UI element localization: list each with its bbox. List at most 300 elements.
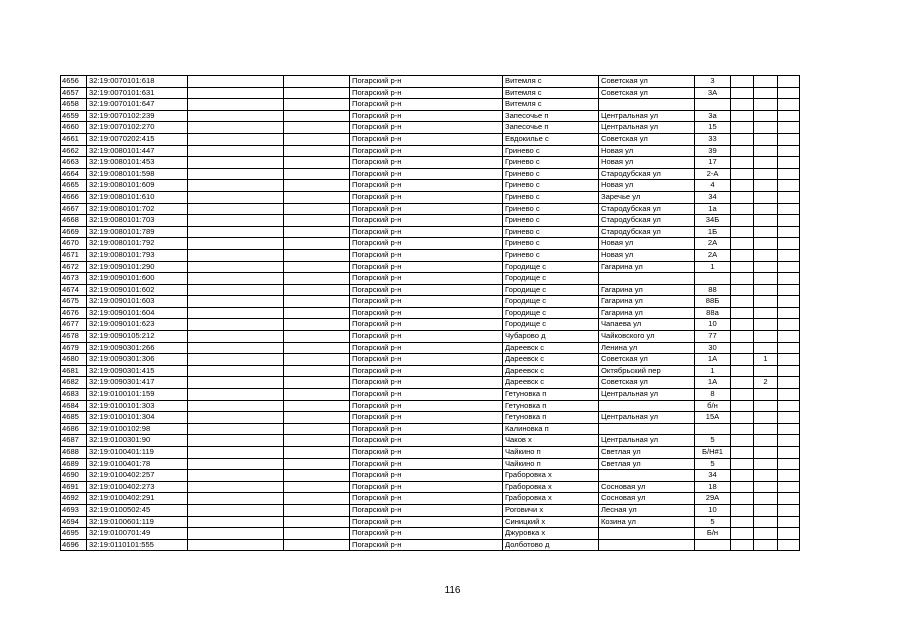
flat-number-cell	[754, 273, 778, 285]
district-cell: Погарский р-н	[350, 516, 503, 528]
empty-cell	[188, 539, 284, 551]
empty-cell	[284, 273, 350, 285]
street-cell	[599, 470, 695, 482]
empty-cell	[731, 389, 754, 401]
district-cell: Погарский р-н	[350, 504, 503, 516]
district-cell: Погарский р-н	[350, 470, 503, 482]
empty-cell	[778, 354, 800, 366]
empty-cell	[284, 539, 350, 551]
street-cell: Новая ул	[599, 145, 695, 157]
street-cell: Стародубская ул	[599, 226, 695, 238]
empty-cell	[284, 470, 350, 482]
empty-cell	[188, 284, 284, 296]
street-cell: Советская ул	[599, 133, 695, 145]
empty-cell	[731, 412, 754, 424]
district-cell: Погарский р-н	[350, 412, 503, 424]
empty-cell	[188, 180, 284, 192]
street-cell: Новая ул	[599, 157, 695, 169]
locality-cell: Дареевск с	[503, 365, 599, 377]
district-cell: Погарский р-н	[350, 249, 503, 261]
locality-cell: Гринево с	[503, 226, 599, 238]
empty-cell	[778, 389, 800, 401]
house-number-cell: 10	[695, 319, 731, 331]
house-number-cell: 1а	[695, 203, 731, 215]
cadastral-number-cell: 32:19:0070101:647	[87, 99, 188, 111]
empty-cell	[731, 435, 754, 447]
empty-cell	[731, 493, 754, 505]
flat-number-cell	[754, 87, 778, 99]
empty-cell	[731, 226, 754, 238]
flat-number-cell	[754, 458, 778, 470]
cadastral-number-cell: 32:19:0070202:415	[87, 133, 188, 145]
house-number-cell: Б/Н#1	[695, 447, 731, 459]
district-cell: Погарский р-н	[350, 157, 503, 169]
empty-cell	[284, 435, 350, 447]
flat-number-cell	[754, 261, 778, 273]
house-number-cell: 2-А	[695, 168, 731, 180]
flat-number-cell	[754, 76, 778, 88]
flat-number-cell	[754, 516, 778, 528]
empty-cell	[731, 76, 754, 88]
empty-cell	[284, 365, 350, 377]
locality-cell: Гринево с	[503, 203, 599, 215]
table-row	[61, 215, 800, 227]
table-row	[61, 481, 800, 493]
empty-cell	[284, 354, 350, 366]
empty-cell	[188, 447, 284, 459]
flat-number-cell	[754, 110, 778, 122]
locality-cell: Джуровка х	[503, 528, 599, 540]
district-cell: Погарский р-н	[350, 307, 503, 319]
table-row	[61, 458, 800, 470]
row-number-cell: 4694	[61, 516, 87, 528]
locality-cell: Витемля с	[503, 87, 599, 99]
flat-number-cell	[754, 145, 778, 157]
house-number-cell: 18	[695, 481, 731, 493]
empty-cell	[284, 157, 350, 169]
row-number-cell: 4691	[61, 481, 87, 493]
table-row	[61, 504, 800, 516]
house-number-cell: 8	[695, 389, 731, 401]
empty-cell	[284, 168, 350, 180]
empty-cell	[284, 423, 350, 435]
street-cell: Центральная ул	[599, 110, 695, 122]
flat-number-cell	[754, 296, 778, 308]
cadastral-number-cell: 32:19:0100101:159	[87, 389, 188, 401]
flat-number-cell	[754, 122, 778, 134]
row-number-cell: 4665	[61, 180, 87, 192]
street-cell: Центральная ул	[599, 122, 695, 134]
empty-cell	[778, 87, 800, 99]
empty-cell	[731, 215, 754, 227]
street-cell: Чайковского ул	[599, 331, 695, 343]
empty-cell	[778, 180, 800, 192]
row-number-cell: 4678	[61, 331, 87, 343]
empty-cell	[188, 261, 284, 273]
empty-cell	[284, 76, 350, 88]
flat-number-cell	[754, 493, 778, 505]
empty-cell	[284, 528, 350, 540]
locality-cell: Граборовка х	[503, 493, 599, 505]
house-number-cell: б/н	[695, 400, 731, 412]
table-row	[61, 307, 800, 319]
row-number-cell: 4690	[61, 470, 87, 482]
house-number-cell: 3а	[695, 110, 731, 122]
table-row	[61, 539, 800, 551]
district-cell: Погарский р-н	[350, 435, 503, 447]
empty-cell	[731, 447, 754, 459]
empty-cell	[284, 122, 350, 134]
empty-cell	[284, 504, 350, 516]
locality-cell: Городище с	[503, 307, 599, 319]
locality-cell: Дареевск с	[503, 342, 599, 354]
empty-cell	[284, 110, 350, 122]
empty-cell	[778, 470, 800, 482]
house-number-cell: 3	[695, 76, 731, 88]
table-row	[61, 203, 800, 215]
table-row	[61, 133, 800, 145]
table-row	[61, 377, 800, 389]
empty-cell	[778, 261, 800, 273]
house-number-cell: 88	[695, 284, 731, 296]
empty-cell	[284, 99, 350, 111]
empty-cell	[731, 423, 754, 435]
cadastral-number-cell: 32:19:0100101:303	[87, 400, 188, 412]
empty-cell	[778, 99, 800, 111]
row-number-cell: 4682	[61, 377, 87, 389]
empty-cell	[284, 342, 350, 354]
table-row	[61, 145, 800, 157]
empty-cell	[188, 342, 284, 354]
locality-cell: Чайкино п	[503, 447, 599, 459]
flat-number-cell	[754, 307, 778, 319]
house-number-cell: Б/н	[695, 528, 731, 540]
street-cell: Новая ул	[599, 180, 695, 192]
row-number-cell: 4659	[61, 110, 87, 122]
locality-cell: Гринево с	[503, 249, 599, 261]
empty-cell	[731, 87, 754, 99]
row-number-cell: 4688	[61, 447, 87, 459]
cadastral-number-cell: 32:19:0100402:273	[87, 481, 188, 493]
cadastral-number-cell: 32:19:0090301:306	[87, 354, 188, 366]
district-cell: Погарский р-н	[350, 168, 503, 180]
empty-cell	[188, 191, 284, 203]
row-number-cell: 4657	[61, 87, 87, 99]
cadastral-number-cell: 32:19:0090105:212	[87, 331, 188, 343]
empty-cell	[731, 470, 754, 482]
table-row	[61, 423, 800, 435]
cadastral-number-cell: 32:19:0100502:45	[87, 504, 188, 516]
empty-cell	[731, 400, 754, 412]
empty-cell	[188, 203, 284, 215]
district-cell: Погарский р-н	[350, 122, 503, 134]
cadastral-number-cell: 32:19:0100401:119	[87, 447, 188, 459]
district-cell: Погарский р-н	[350, 481, 503, 493]
empty-cell	[284, 447, 350, 459]
street-cell: Центральная ул	[599, 412, 695, 424]
district-cell: Погарский р-н	[350, 400, 503, 412]
empty-cell	[284, 284, 350, 296]
cadastral-number-cell: 32:19:0080101:789	[87, 226, 188, 238]
cadastral-number-cell: 32:19:0090101:603	[87, 296, 188, 308]
table-row	[61, 412, 800, 424]
empty-cell	[188, 87, 284, 99]
district-cell: Погарский р-н	[350, 238, 503, 250]
row-number-cell: 4661	[61, 133, 87, 145]
flat-number-cell	[754, 365, 778, 377]
locality-cell: Городище с	[503, 319, 599, 331]
empty-cell	[731, 122, 754, 134]
cadastral-number-cell: 32:19:0080101:793	[87, 249, 188, 261]
empty-cell	[778, 516, 800, 528]
table-row	[61, 110, 800, 122]
empty-cell	[778, 319, 800, 331]
street-cell: Заречье ул	[599, 191, 695, 203]
empty-cell	[188, 133, 284, 145]
empty-cell	[731, 238, 754, 250]
street-cell: Центральная ул	[599, 435, 695, 447]
empty-cell	[778, 157, 800, 169]
locality-cell: Дареевск с	[503, 377, 599, 389]
street-cell: Стародубская ул	[599, 168, 695, 180]
street-cell: Стародубская ул	[599, 215, 695, 227]
empty-cell	[284, 191, 350, 203]
street-cell: Гагарина ул	[599, 284, 695, 296]
empty-cell	[188, 470, 284, 482]
table-row	[61, 168, 800, 180]
row-number-cell: 4670	[61, 238, 87, 250]
flat-number-cell	[754, 423, 778, 435]
locality-cell: Чайкино п	[503, 458, 599, 470]
street-cell	[599, 99, 695, 111]
empty-cell	[731, 261, 754, 273]
house-number-cell: 17	[695, 157, 731, 169]
street-cell: Лесная ул	[599, 504, 695, 516]
empty-cell	[778, 412, 800, 424]
district-cell: Погарский р-н	[350, 76, 503, 88]
locality-cell: Граборовка х	[503, 470, 599, 482]
empty-cell	[284, 319, 350, 331]
house-number-cell	[695, 539, 731, 551]
empty-cell	[284, 145, 350, 157]
cadastral-number-cell: 32:19:0100102:98	[87, 423, 188, 435]
cadastral-number-cell: 32:19:0080101:447	[87, 145, 188, 157]
empty-cell	[284, 238, 350, 250]
empty-cell	[731, 249, 754, 261]
table-row	[61, 435, 800, 447]
locality-cell: Городище с	[503, 261, 599, 273]
empty-cell	[731, 516, 754, 528]
locality-cell: Гринево с	[503, 168, 599, 180]
cadastral-number-cell: 32:19:0070102:270	[87, 122, 188, 134]
empty-cell	[778, 528, 800, 540]
cadastral-number-cell: 32:19:0100101:304	[87, 412, 188, 424]
empty-cell	[188, 145, 284, 157]
empty-cell	[731, 145, 754, 157]
district-cell: Погарский р-н	[350, 377, 503, 389]
empty-cell	[284, 133, 350, 145]
flat-number-cell	[754, 400, 778, 412]
empty-cell	[778, 539, 800, 551]
cadastral-number-cell: 32:19:0100301:90	[87, 435, 188, 447]
district-cell: Погарский р-н	[350, 273, 503, 285]
empty-cell	[731, 481, 754, 493]
flat-number-cell	[754, 331, 778, 343]
district-cell: Погарский р-н	[350, 284, 503, 296]
empty-cell	[778, 76, 800, 88]
locality-cell: Гринево с	[503, 180, 599, 192]
flat-number-cell	[754, 284, 778, 296]
locality-cell: Граборовка х	[503, 481, 599, 493]
locality-cell: Запесочье п	[503, 122, 599, 134]
empty-cell	[284, 481, 350, 493]
house-number-cell: 34	[695, 470, 731, 482]
district-cell: Погарский р-н	[350, 145, 503, 157]
cadastral-number-cell: 32:19:0070101:618	[87, 76, 188, 88]
empty-cell	[731, 284, 754, 296]
empty-cell	[188, 493, 284, 505]
house-number-cell: 88а	[695, 307, 731, 319]
cadastral-number-cell: 32:19:0100402:291	[87, 493, 188, 505]
house-number-cell: 1	[695, 365, 731, 377]
locality-cell: Долботово д	[503, 539, 599, 551]
empty-cell	[188, 99, 284, 111]
empty-cell	[188, 528, 284, 540]
row-number-cell: 4684	[61, 400, 87, 412]
row-number-cell: 4687	[61, 435, 87, 447]
empty-cell	[188, 226, 284, 238]
empty-cell	[731, 273, 754, 285]
house-number-cell: 1А	[695, 377, 731, 389]
locality-cell: Витемля с	[503, 99, 599, 111]
row-number-cell: 4692	[61, 493, 87, 505]
empty-cell	[284, 87, 350, 99]
empty-cell	[188, 377, 284, 389]
empty-cell	[778, 226, 800, 238]
locality-cell: Гетуновка п	[503, 412, 599, 424]
locality-cell: Гринево с	[503, 238, 599, 250]
house-number-cell: 15	[695, 122, 731, 134]
cadastral-number-cell: 32:19:0080101:702	[87, 203, 188, 215]
empty-cell	[778, 400, 800, 412]
district-cell: Погарский р-н	[350, 99, 503, 111]
empty-cell	[731, 458, 754, 470]
empty-cell	[778, 458, 800, 470]
row-number-cell: 4658	[61, 99, 87, 111]
row-number-cell: 4695	[61, 528, 87, 540]
empty-cell	[778, 284, 800, 296]
cadastral-number-cell: 32:19:0100701:49	[87, 528, 188, 540]
locality-cell: Витемля с	[503, 76, 599, 88]
empty-cell	[731, 528, 754, 540]
empty-cell	[731, 319, 754, 331]
empty-cell	[731, 157, 754, 169]
district-cell: Погарский р-н	[350, 261, 503, 273]
empty-cell	[778, 504, 800, 516]
empty-cell	[778, 273, 800, 285]
flat-number-cell	[754, 342, 778, 354]
house-number-cell: 29А	[695, 493, 731, 505]
table-row	[61, 249, 800, 261]
flat-number-cell	[754, 157, 778, 169]
cadastral-number-cell: 32:19:0080101:792	[87, 238, 188, 250]
house-number-cell: 2А	[695, 238, 731, 250]
flat-number-cell	[754, 215, 778, 227]
empty-cell	[284, 249, 350, 261]
empty-cell	[284, 331, 350, 343]
table-row	[61, 470, 800, 482]
locality-cell: Гринево с	[503, 157, 599, 169]
house-number-cell: 15А	[695, 412, 731, 424]
district-cell: Погарский р-н	[350, 342, 503, 354]
row-number-cell: 4681	[61, 365, 87, 377]
flat-number-cell	[754, 99, 778, 111]
flat-number-cell	[754, 203, 778, 215]
cadastral-number-cell: 32:19:0090101:600	[87, 273, 188, 285]
flat-number-cell	[754, 528, 778, 540]
empty-cell	[731, 180, 754, 192]
street-cell: Гагарина ул	[599, 261, 695, 273]
cadastral-number-cell: 32:19:0080101:598	[87, 168, 188, 180]
empty-cell	[778, 435, 800, 447]
cadastral-number-cell: 32:19:0100601:119	[87, 516, 188, 528]
flat-number-cell	[754, 133, 778, 145]
street-cell: Новая ул	[599, 249, 695, 261]
empty-cell	[778, 168, 800, 180]
locality-cell: Чаков х	[503, 435, 599, 447]
district-cell: Погарский р-н	[350, 365, 503, 377]
empty-cell	[284, 389, 350, 401]
locality-cell: Гетуновка п	[503, 389, 599, 401]
street-cell: Октябрьский пер	[599, 365, 695, 377]
table-row	[61, 493, 800, 505]
flat-number-cell	[754, 435, 778, 447]
district-cell: Погарский р-н	[350, 539, 503, 551]
empty-cell	[731, 354, 754, 366]
table-body	[61, 76, 800, 551]
empty-cell	[284, 203, 350, 215]
flat-number-cell	[754, 226, 778, 238]
cadastral-number-cell: 32:19:0080101:453	[87, 157, 188, 169]
row-number-cell: 4666	[61, 191, 87, 203]
flat-number-cell	[754, 168, 778, 180]
row-number-cell: 4686	[61, 423, 87, 435]
street-cell: Чапаева ул	[599, 319, 695, 331]
empty-cell	[188, 76, 284, 88]
row-number-cell: 4669	[61, 226, 87, 238]
flat-number-cell: 1	[754, 354, 778, 366]
cadastral-number-cell: 32:19:0090101:623	[87, 319, 188, 331]
flat-number-cell	[754, 481, 778, 493]
table-row	[61, 180, 800, 192]
street-cell: Советская ул	[599, 87, 695, 99]
house-number-cell: 39	[695, 145, 731, 157]
flat-number-cell	[754, 249, 778, 261]
row-number-cell: 4689	[61, 458, 87, 470]
row-number-cell: 4685	[61, 412, 87, 424]
row-number-cell: 4680	[61, 354, 87, 366]
empty-cell	[778, 110, 800, 122]
empty-cell	[188, 215, 284, 227]
district-cell: Погарский р-н	[350, 423, 503, 435]
house-number-cell: 34	[695, 191, 731, 203]
district-cell: Погарский р-н	[350, 354, 503, 366]
table-row	[61, 191, 800, 203]
house-number-cell: 4	[695, 180, 731, 192]
empty-cell	[188, 516, 284, 528]
house-number-cell	[695, 273, 731, 285]
street-cell: Новая ул	[599, 238, 695, 250]
